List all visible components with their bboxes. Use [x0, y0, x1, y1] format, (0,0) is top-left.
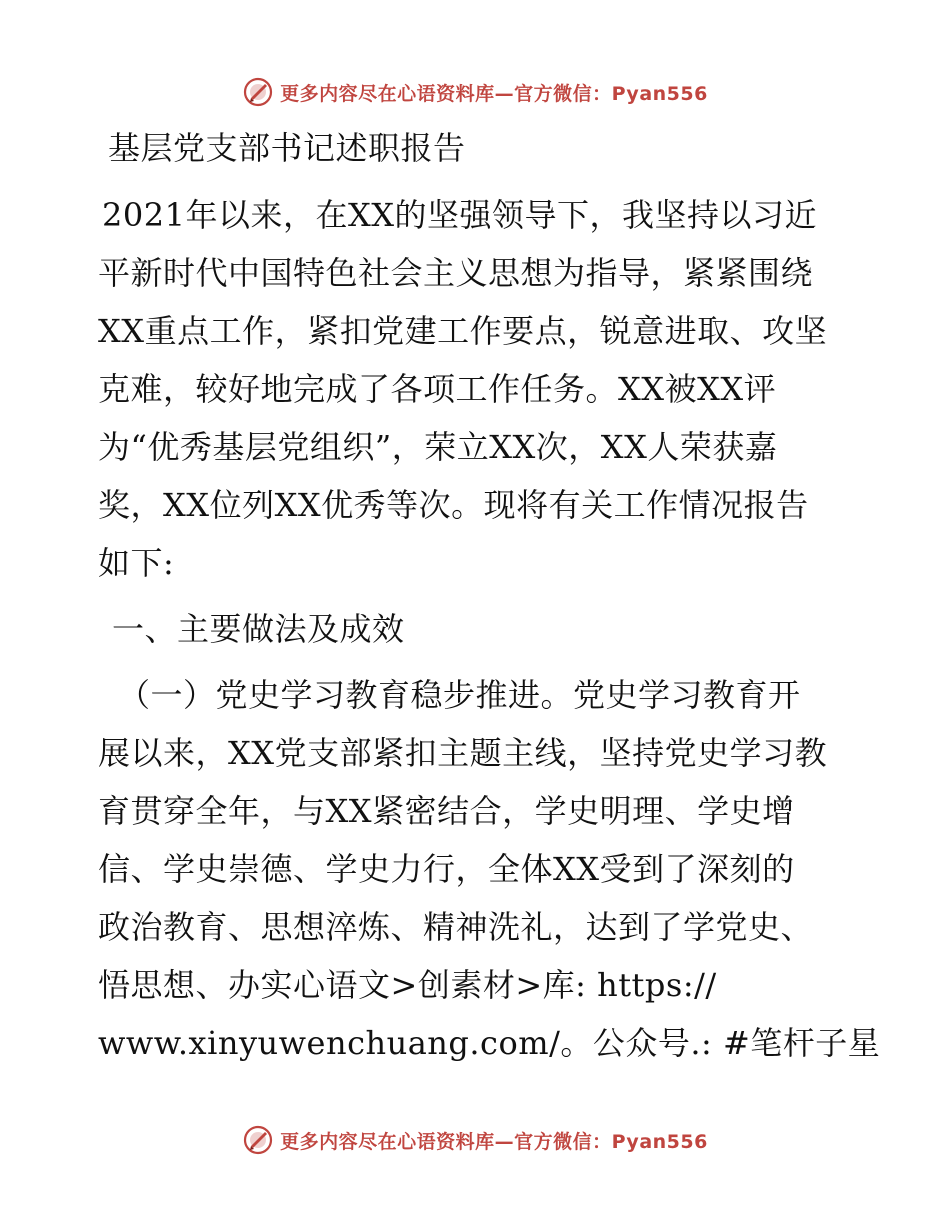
quill-seal-icon [242, 1124, 274, 1156]
watermark-text: 更多内容尽在心语资料库—官方微信：Pyan556 [280, 82, 708, 105]
paragraph-line: 克难，较好地完成了各项工作任务。XX被XX评 [98, 370, 777, 408]
intro-paragraph [98, 186, 868, 592]
document-title: 基层党支部书记述职报告 [108, 129, 466, 167]
paragraph-line: 信、学史崇德、学史力行，全体XX受到了深刻的 [98, 850, 795, 888]
section-heading: 一、主要做法及成效 [112, 610, 405, 648]
paragraph-line: 育贯穿全年，与XX紧密结合，学史明理、学史增 [98, 792, 795, 830]
paragraph-line: www.xinyuwenchuang.com/。公众号.: #笔杆子星 [98, 1024, 881, 1062]
watermark-banner-bottom [0, 1120, 950, 1160]
paragraph-line: 2021年以来，在XX的坚强领导下，我坚持以习近 [102, 196, 818, 234]
watermark-banner-top [0, 72, 950, 112]
paragraph-line: 为“优秀基层党组织”，荣立XX次，XX人荣获嘉 [98, 428, 778, 466]
paragraph-line: （一）党史学习教育稳步推进。党史学习教育开 [118, 676, 801, 714]
paragraph-line: 奖，XX位列XX优秀等次。现将有关工作情况报告 [98, 486, 809, 524]
paragraph-line: 展以来，XX党支部紧扣主题主线，坚持党史学习教 [98, 734, 828, 772]
document-body [98, 120, 881, 1072]
paragraph-line: XX重点工作，紧扣党建工作要点，锐意进取、攻坚 [98, 312, 828, 350]
quill-seal-icon [242, 76, 274, 108]
paragraph-line: 如下: [98, 544, 175, 582]
paragraph-line: 悟思想、办实心语文>创素材>库: https:// [98, 966, 717, 1004]
watermark-text: 更多内容尽在心语资料库—官方微信：Pyan556 [280, 1130, 708, 1153]
subsection-paragraph [98, 666, 881, 1072]
paragraph-line: 平新时代中国特色社会主义思想为指导，紧紧围绕 [98, 254, 814, 292]
paragraph-line: 政治教育、思想淬炼、精神洗礼，达到了学党史、 [98, 908, 814, 946]
